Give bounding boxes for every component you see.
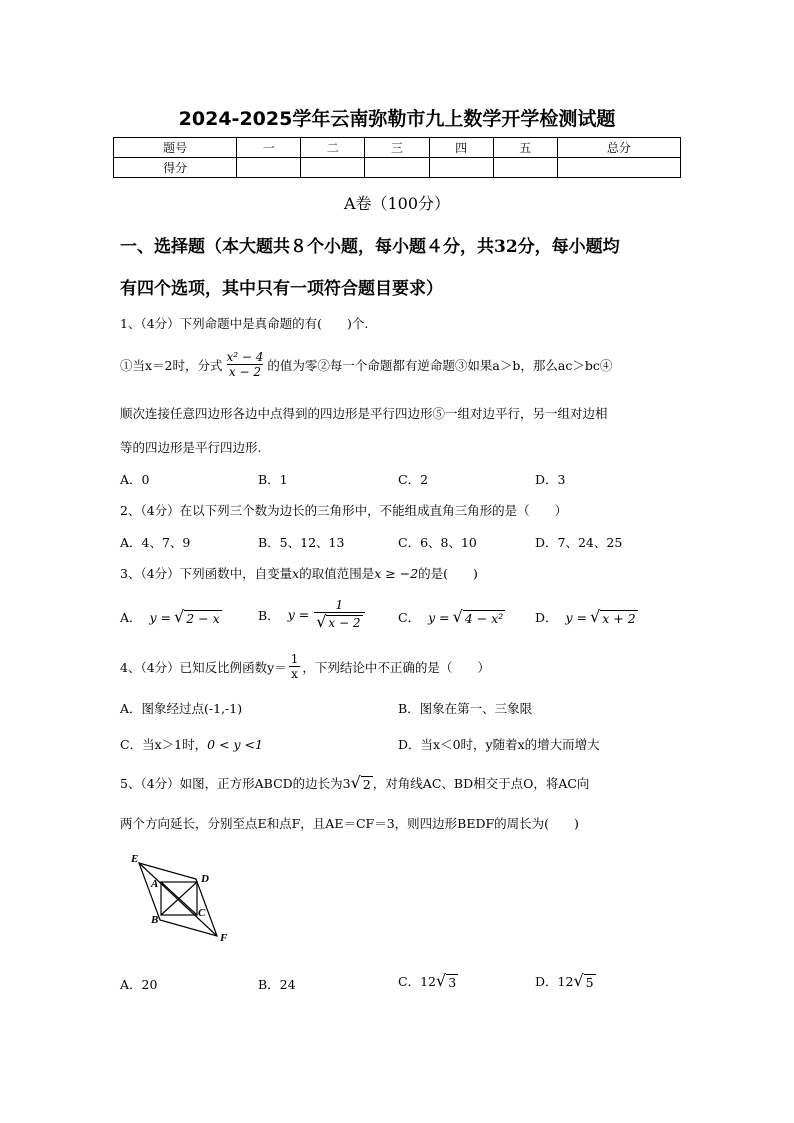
q3-option-b-radicand: x − 2 xyxy=(328,616,361,630)
figure-label-e: E xyxy=(131,853,139,865)
q5-option-d-sqrt xyxy=(573,972,595,990)
q1-option-b: B．1 xyxy=(258,472,288,487)
score-header-cell: 总分 xyxy=(557,138,680,158)
score-cell xyxy=(237,158,301,178)
score-table-score-row xyxy=(114,158,681,178)
q3-option-b-label: B． xyxy=(258,607,280,623)
score-row-label: 得分 xyxy=(114,158,237,178)
q5-option-d-pre: D．12 xyxy=(535,974,574,989)
q3-option-d-label: D． xyxy=(535,610,558,625)
figure-label-f: F xyxy=(220,932,228,944)
q1-fraction xyxy=(225,350,266,379)
score-header-cell: 题号 xyxy=(114,138,237,158)
q3-option-a-radicand: 2 − x xyxy=(186,611,220,626)
q3-option-a-sqrt xyxy=(174,608,222,626)
figure-label-a: A xyxy=(151,878,159,890)
q2-option-d: D．7、24、25 xyxy=(535,535,623,550)
q4-stem-post: ，下列结论中不正确的是（ ） xyxy=(302,659,490,675)
q1-option-d: D．3 xyxy=(535,472,566,487)
q3-option-b-lhs: y = xyxy=(287,607,310,622)
sqrt-sign-icon: √ xyxy=(316,612,327,631)
q2-option-c: C．6、8、10 xyxy=(398,535,477,550)
q1-line1-pre: ①当x＝2时，分式 xyxy=(120,357,223,373)
q4-option-d: D．当x＜0时，y随着x的增大而增大 xyxy=(398,737,600,752)
q4-option-b: B．图象在第一、三象限 xyxy=(398,701,533,716)
sqrt-sign-icon: √ xyxy=(350,773,361,792)
sqrt-sign-icon: √ xyxy=(573,971,584,990)
q5-option-c-sqrt xyxy=(436,972,458,990)
sqrt-sign-icon: √ xyxy=(435,971,447,990)
score-cell xyxy=(557,158,680,178)
q3-option-b xyxy=(258,598,367,631)
q5-option-d-radicand: 5 xyxy=(585,975,594,990)
q5-option-a: A．20 xyxy=(120,977,158,992)
q3-variable: x xyxy=(292,566,300,581)
sqrt-sign-icon: √ xyxy=(590,607,601,626)
section-heading-line1: 一、选择题（本大题共８个小题，每小题４分，共32分，每小题均 xyxy=(120,237,620,257)
q1-line2: 顺次连接任意四边形各边中点得到的四边形是平行四边形⑤一组对边平行，另一组对边相 xyxy=(120,406,608,421)
q5-option-d xyxy=(535,972,596,990)
score-header-cell: 五 xyxy=(493,138,557,158)
q5-option-c xyxy=(398,972,458,990)
q4-option-a: A．图象经过点(-1,-1) xyxy=(120,701,243,716)
q3-option-c xyxy=(398,608,505,626)
q3-stem-pre: 3、（4分）下列函数中，自变量 xyxy=(120,566,293,581)
q3-option-d-radicand: x + 2 xyxy=(602,611,636,626)
q5-option-c-pre: C．12 xyxy=(398,974,436,989)
q4-fraction-denominator: x xyxy=(291,667,298,681)
q3-option-b-fraction xyxy=(314,598,364,631)
q1-fraction-denominator: x − 2 xyxy=(228,365,262,379)
q3-option-a-label: A． xyxy=(120,610,142,625)
score-header-cell: 二 xyxy=(301,138,365,158)
score-cell xyxy=(493,158,557,178)
sqrt-sign-icon: √ xyxy=(174,607,185,626)
score-table xyxy=(113,137,681,178)
q1-fraction-numerator: x² − 4 xyxy=(226,350,264,364)
q1-option-a: A．0 xyxy=(120,472,150,487)
paper-label: A卷（100分） xyxy=(343,194,451,213)
q3-option-c-label: C． xyxy=(398,610,421,625)
q3-stem xyxy=(120,564,478,582)
q3-option-c-radicand: 4 − x² xyxy=(464,611,504,626)
sqrt-sign-icon: √ xyxy=(452,607,463,626)
q1-line3: 等的四边形是平行四边形. xyxy=(120,440,262,455)
q3-option-a xyxy=(120,608,222,626)
q1-line1 xyxy=(120,350,612,379)
q4-stem xyxy=(120,652,490,681)
q4-fraction-numerator: 1 xyxy=(290,652,299,666)
q3-option-d-lhs: y = xyxy=(565,609,588,625)
score-cell xyxy=(301,158,365,178)
figure-label-b: B xyxy=(151,914,159,926)
q3-option-c-sqrt xyxy=(453,608,506,626)
exam-title: 2024-2025学年云南弥勒市九上数学开学检测试题 xyxy=(178,108,616,130)
q3-option-b-denominator xyxy=(314,612,364,631)
q1-stem: 1、（4分）下列命题中是真命题的有( )个. xyxy=(120,316,369,331)
section-heading-line2: 有四个选项，其中只有一项符合题目要求） xyxy=(120,279,443,299)
score-header-cell: 三 xyxy=(365,138,429,158)
q3-condition: x ≥ −2 xyxy=(374,566,419,581)
q3-option-a-lhs: y = xyxy=(149,609,172,625)
score-table-header-row xyxy=(114,138,681,158)
q4-stem-pre: 4、（4分）已知反比例函数y＝ xyxy=(120,659,287,675)
q4-fraction xyxy=(289,652,301,681)
q5-figure xyxy=(125,850,240,945)
q1-option-c: C．2 xyxy=(398,472,429,487)
score-cell xyxy=(365,158,429,178)
q2-option-b: B．5、12、13 xyxy=(258,535,345,550)
q4-option-c-math: 0 < y <1 xyxy=(207,737,263,752)
q3-option-c-lhs: y = xyxy=(428,609,450,625)
q5-sqrt xyxy=(351,774,373,792)
q3-option-d xyxy=(535,608,638,626)
q3-option-b-numerator: 1 xyxy=(335,598,344,612)
q1-line1-post: 的值为零②每一个命题都有逆命题③如果a＞b，那么ac＞bc④ xyxy=(267,357,613,373)
q3-option-d-sqrt xyxy=(590,608,638,626)
q2-stem: 2、（4分）在以下列三个数为边长的三角形中，不能组成直角三角形的是（ ） xyxy=(120,503,568,518)
figure-label-d: D xyxy=(201,873,209,885)
figure-label-c: C xyxy=(198,907,206,919)
score-cell xyxy=(429,158,493,178)
q5-line2: 两个方向延长，分别至点E和点F，且AE＝CF＝3，则四边形BEDF的周长为( ) xyxy=(120,816,579,831)
q3-stem-post: 的是( ) xyxy=(418,566,478,581)
score-header-cell: 一 xyxy=(237,138,301,158)
q4-option-c xyxy=(120,735,263,753)
q4-option-c-pre: C．当x＞1时， xyxy=(120,737,208,752)
q5-line1-post: ，对角线AC、BD相交于点O，将AC向 xyxy=(372,776,590,791)
q3-option-b-sqrt xyxy=(316,613,362,631)
q5-option-c-radicand: 3 xyxy=(448,975,457,990)
q5-line1-pre: 5、（4分）如图，正方形ABCD的边长为3 xyxy=(120,776,351,791)
q5-option-b: B．24 xyxy=(258,977,296,992)
q5-line1 xyxy=(120,774,589,792)
q5-radicand: 2 xyxy=(362,777,371,792)
q3-stem-mid: 的取值范围是 xyxy=(299,566,375,581)
score-header-cell: 四 xyxy=(429,138,493,158)
q2-option-a: A．4、7、9 xyxy=(120,535,191,550)
